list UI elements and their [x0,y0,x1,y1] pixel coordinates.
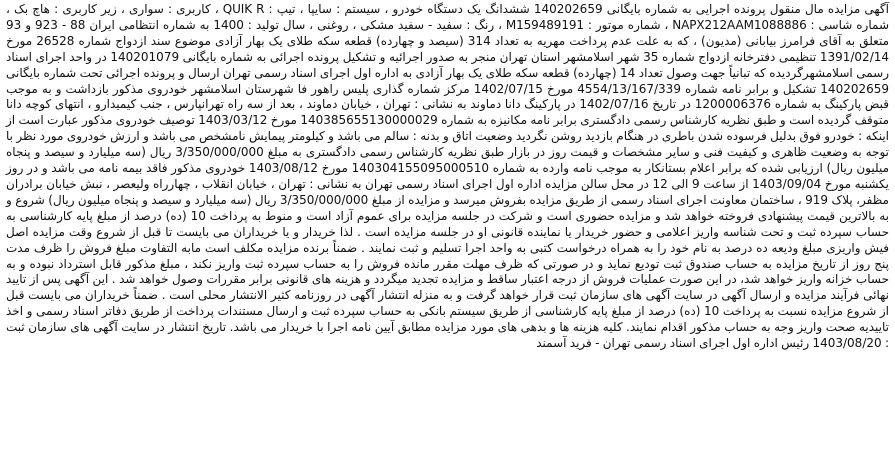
notice-text: آگهی مزایده مال منقول پرونده اجرایی به شماره بایگانی 140202659 ششدانگ یک دستگاه خودرو ، سیستم : سایپا ، تیپ : QUIK R ، کاربری : سواری ، زیر کاربری : هاچ بک ، شماره شاسی : NAPX212AAM1088886 ، شماره موتور : M159489191 ، رنگ : سفید - سفید مشکی ، روغنی ، سال تولید : 1400 به شماره انتظامی ایران 88 - 923 و 93 متعلق به آقای فرامرز بیابانی (مدیون) ، که به علت عدم پرداخت مهریه به تعداد 314 (سیصد و چهارده) قطعه سکه طلای یک بهار آزادی موضوع سند ازدواج شماره 26528 مورخ 1391/02/14 تنظیمی دفترخانه ازدواج شماره 35 شهر اسلامشهر استان تهران منجر به صدور اجرائیه و تشکیل پرونده اجرائی به شماره بایگانی 140201079 در واحد اجرای اسناد رسمی اسلامشهرگردیده که تبانیاً جهت وصول تعداد 14 (چهارده) قطعه سکه طلای یک بهار آزادی به اداره اول اجرای اسناد رسمی تهران ارسال و پرونده اجرائی تحت شماره بایگانی 140202659 تشکیل و برابر نامه شماره 4554/13/167/339 مورخ 1402/07/15 مرکز شماره گذاری پلیس راهور فا شهرستان اسلامشهر خودروی مذکور بازداشت و به موجب قبض پارکینگ به شماره 1200006376 در تاریخ 1402/07/16 در پارکینگ دانا دماوند به نشانی : تهران ، خیابان دماوند ، بعد از سه راه تهرانپارس ، جنب کیمیدارو ، انتهای کوچه دانا متوقف گردیده است و طبق نظریه کارشناس رسمی دادگستری برابر نامه مکانیزه به شماره 140385655130000029 مورخ 1403/03/12 توصیف خودروی مذکور عبارت است از اینکه : خودرو فوق بدلیل فرسوده شدن باطری در هنگام بازدید روشن نگردید وضعیت اتاق و بدنه : سالم می باشد و کیلومتر پیمایش نامشخص می باشد و ارزش خودروی مورد نظر با توجه به وضعیت ظاهری و کیفیت فنی و سایر مشخصات و قیمت روز در بازار طبق نظریه کارشناس رسمی دادگستری به مبلغ 3/350/000/000 ریال (سه میلیارد و سیصد و پنجاه میلیون ریال) ارزیابی شده که برابر اعلام بستانکار به موجب نامه وارده به شماره 140304155095000510 مورخ 1403/08/12 خودروی مذکور فاقد بیمه نامه می باشد و در روز یکشنبه مورخ 1403/09/04 از ساعت 9 الی 12 در محل سالن مزایده اداره اول اجرای اسناد رسمی تهران به نشانی : تهران ، خیابان انقلاب ، چهارراه ولیعصر ، نبش خیابان برادران مظفر، پلاک 919 ، ساختمان معاونت اجرای اسناد رسمی از طریق مزایده بفروش میرسد و مزایده از مبلغ 3/350/000/000 ریال (سه میلیارد و سیصد و پنجاه میلیون ریال) شروع و به بالاترین قیمت پیشنهادی فروخته خواهد شد و مزایده حضوری است و شرکت در جلسه مزایده برای عموم آزاد است و منوط به پرداخت 10 (ده) درصد از مبلغ پایه کارشناسی به حساب سپرده ثبت و تحت شناسه واریز اعلامی و حضور خریدار یا نماینده قانونی او در جلسه مزایده است . لذا خریدار و یا خریداران می بایست تا قبل از شروع وقت مزایده اصل فیش واریزی مبلغ ودیعه ده درصد به نام خود را به همراه درخواست کتبی به واحد اجرا تسلیم و ثبت نمایند . ضمناً برنده مزایده مکلف است مابه التفاوت مبلغ فروش را ظرف مدت پنج روز از تاریخ مزایده به حساب صندوق ثبت تودیع نماید و در صورتی که ظرف مهلت مقرر مانده فروش را به حساب سپرده ثبت واریز نکند ، مبلغ مذکور قابل استرداد نبوده و به حساب خزانه واریز خواهد شد، در این صورت عملیات فروش از درجه اعتبار ساقط و مزایده تجدید میگردد و هزینه های قانونی برابر مقررات وصول خواهد شد . این آگهی پس از تایید نهائی فرآیند مزایده و ارسال آگهی در سایت آگهی های سازمان ثبت قرار خواهد گرفت و به منزله انتشار آگهی در روزنامه کثیر الانتشار محلی است . ضمناً خریداران می بایست قبل از شروع مزایده نسبت به پرداخت 10 (ده) درصد از مبلغ پایه کارشناسی از طریق سیستم بانکی به حساب سپرده ثبت و ارسال مستندات پرداخت از طریق دفاتر اسناد رسمی و اخذ تاییدیه صحت واریز وجه به حساب مذکور اقدام نمایند. کلیه هزینه ها و بدهی های مورد مزایده مطابق آیین نامه اجرا با خریدار می باشد. تاریخ انتشار در سایت آگهی های سازمان ثبت : 1403/08/20 رئیس اداره اول اجرای اسناد رسمی تهران - فرید آسمند [6,2,890,351]
